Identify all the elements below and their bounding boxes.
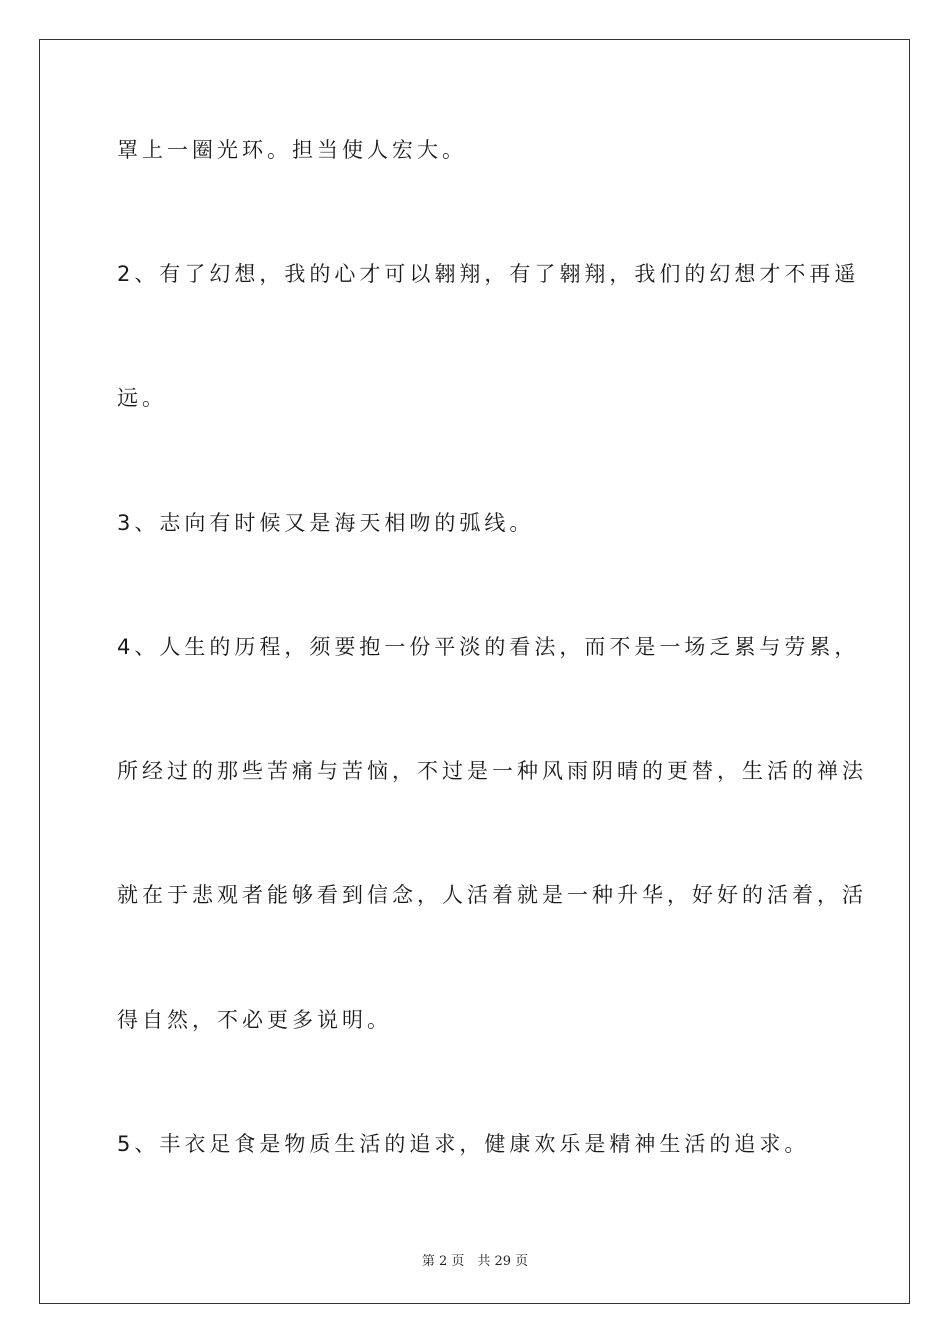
text-line-5: 4、人生的历程，须要抱一份平淡的看法，而不是一场乏累与劳累， — [117, 635, 860, 659]
page-number-footer: 第 2 页 共 29 页 — [421, 1254, 529, 1269]
page-border — [39, 39, 910, 1304]
text-line-2: 2、有了幻想，我的心才可以翱翔，有了翱翔，我们的幻想才不再遥 — [117, 262, 860, 286]
text-line-6: 所经过的那些苦痛与苦恼，不过是一种风雨阴晴的更替，生活的禅法 — [117, 759, 867, 783]
text-line-4: 3、志向有时候又是海天相吻的弧线。 — [117, 511, 535, 535]
text-line-7: 就在于悲观者能够看到信念，人活着就是一种升华，好好的活着，活 — [117, 883, 867, 907]
text-line-8: 得自然，不必更多说明。 — [117, 1008, 392, 1032]
text-line-3: 远。 — [117, 386, 167, 410]
text-line-1: 罩上一圈光环。担当使人宏大。 — [117, 138, 467, 162]
text-line-9: 5、丰衣足食是物质生活的追求，健康欢乐是精神生活的追求。 — [117, 1132, 810, 1156]
